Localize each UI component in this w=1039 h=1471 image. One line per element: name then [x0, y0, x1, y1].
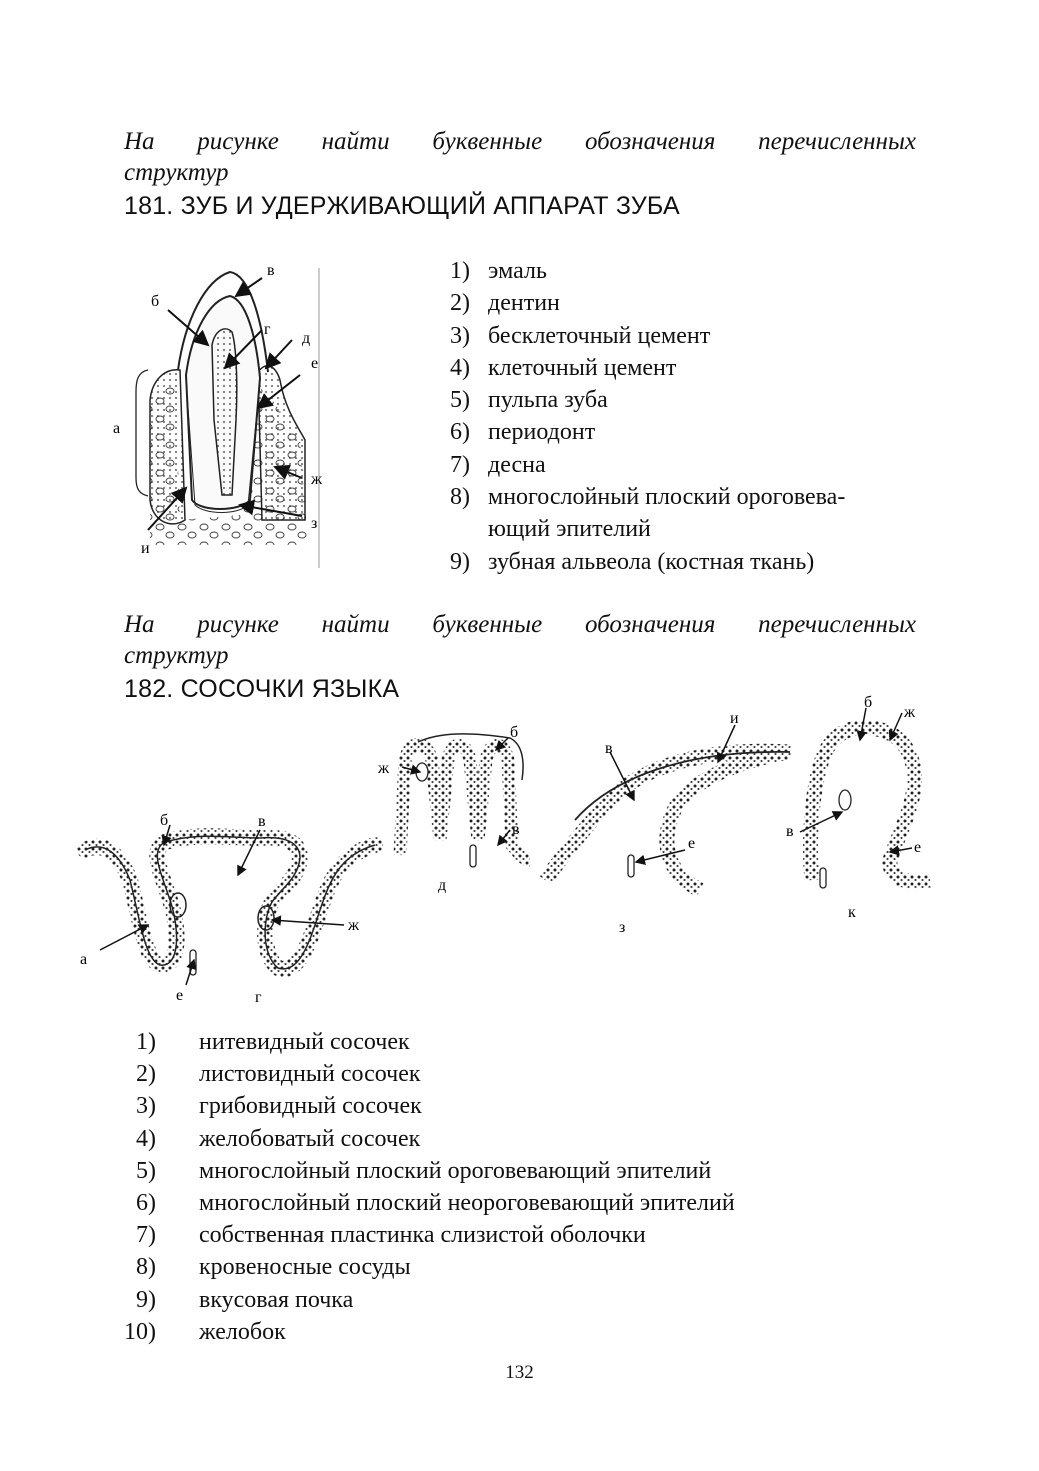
instruction-182-line2: структур [124, 642, 229, 669]
label-i: и [141, 540, 150, 557]
list-item: 9) зубная альвеола (костная ткань) [450, 548, 815, 575]
label-e: е [311, 355, 319, 372]
label-d: д [438, 877, 447, 894]
label-z: з [619, 919, 626, 936]
label-b: б [151, 293, 160, 310]
label-e-3: е [688, 835, 696, 852]
label-zh-1: ж [348, 917, 360, 934]
label-k: к [848, 904, 856, 921]
list-item: 7) десна [450, 451, 546, 478]
label-g: г [255, 989, 262, 1006]
structures-list-182 [124, 1026, 735, 1348]
list-item: 5) многослойный плоский ороговевающий эпителий [136, 1157, 712, 1184]
list-item: 10) желобок [124, 1318, 286, 1345]
page-number: 132 [505, 1362, 534, 1383]
label-v-1: в [258, 813, 266, 830]
list-item: 4) желобоватый сосочек [136, 1125, 421, 1152]
label-a: а [80, 951, 88, 968]
instruction-181-line1: На рисунке найти буквенные обозначения перечисленных [124, 128, 916, 155]
label-b-2: б [510, 724, 519, 741]
list-item: 2) дентин [450, 290, 560, 317]
label-b-4: б [864, 694, 873, 711]
heading-181: 181. ЗУБ И УДЕРЖИВАЮЩИЙ АППАРАТ ЗУБА [124, 192, 680, 220]
list-item: 1) нитевидный сосочек [136, 1029, 410, 1055]
list-item: 6) многослойный плоский неороговевающий эпителий [136, 1190, 735, 1217]
label-g: г [264, 321, 271, 338]
circumvallate-papilla-drawing [85, 825, 375, 985]
label-v-2: в [512, 821, 520, 838]
label-b-1: б [160, 812, 169, 829]
list-item: ющий эпителий [488, 516, 651, 543]
list-item: 7) собственная пластинка слизистой оболочки [136, 1222, 646, 1249]
list-item: 1) эмаль [450, 258, 547, 284]
heading-182: 182. СОСОЧКИ ЯЗЫКА [124, 675, 400, 703]
tooth-figure [100, 255, 340, 585]
filiform-papilla-drawing [545, 725, 790, 890]
list-item: 8) кровеносные сосуды [136, 1254, 411, 1281]
label-zh: ж [311, 471, 323, 488]
list-item: 3) бесклеточный цемент [450, 322, 711, 349]
list-item: 6) периодонт [450, 419, 596, 446]
label-e-1: е [176, 987, 184, 1004]
papillae-figure [75, 690, 945, 1010]
instruction-181-line2: структур [124, 159, 229, 186]
fungiform-papilla-drawing [800, 708, 930, 888]
label-z: з [311, 515, 318, 532]
label-zh-2: ж [378, 760, 390, 777]
label-e-4: е [914, 839, 922, 856]
label-v-3: в [605, 740, 613, 757]
foliate-papilla-drawing [400, 734, 530, 867]
label-zh-4: ж [904, 704, 916, 721]
label-v: в [267, 262, 275, 279]
list-item: 2) листовидный сосочек [136, 1061, 421, 1088]
list-item: 4) клеточный цемент [450, 354, 677, 381]
label-a: а [113, 420, 121, 437]
list-item: 5) пульпа зуба [450, 387, 608, 414]
instruction-182-line1: На рисунке найти буквенные обозначения перечисленных [124, 611, 916, 638]
list-item: 8) многослойный плоский ороговева- [450, 484, 846, 511]
list-item: 9) вкусовая почка [136, 1286, 354, 1313]
list-item: 3) грибовидный сосочек [136, 1093, 422, 1120]
label-d: д [302, 330, 311, 347]
structures-list-181 [416, 255, 918, 578]
label-v-4: в [786, 823, 794, 840]
label-i: и [730, 710, 739, 727]
